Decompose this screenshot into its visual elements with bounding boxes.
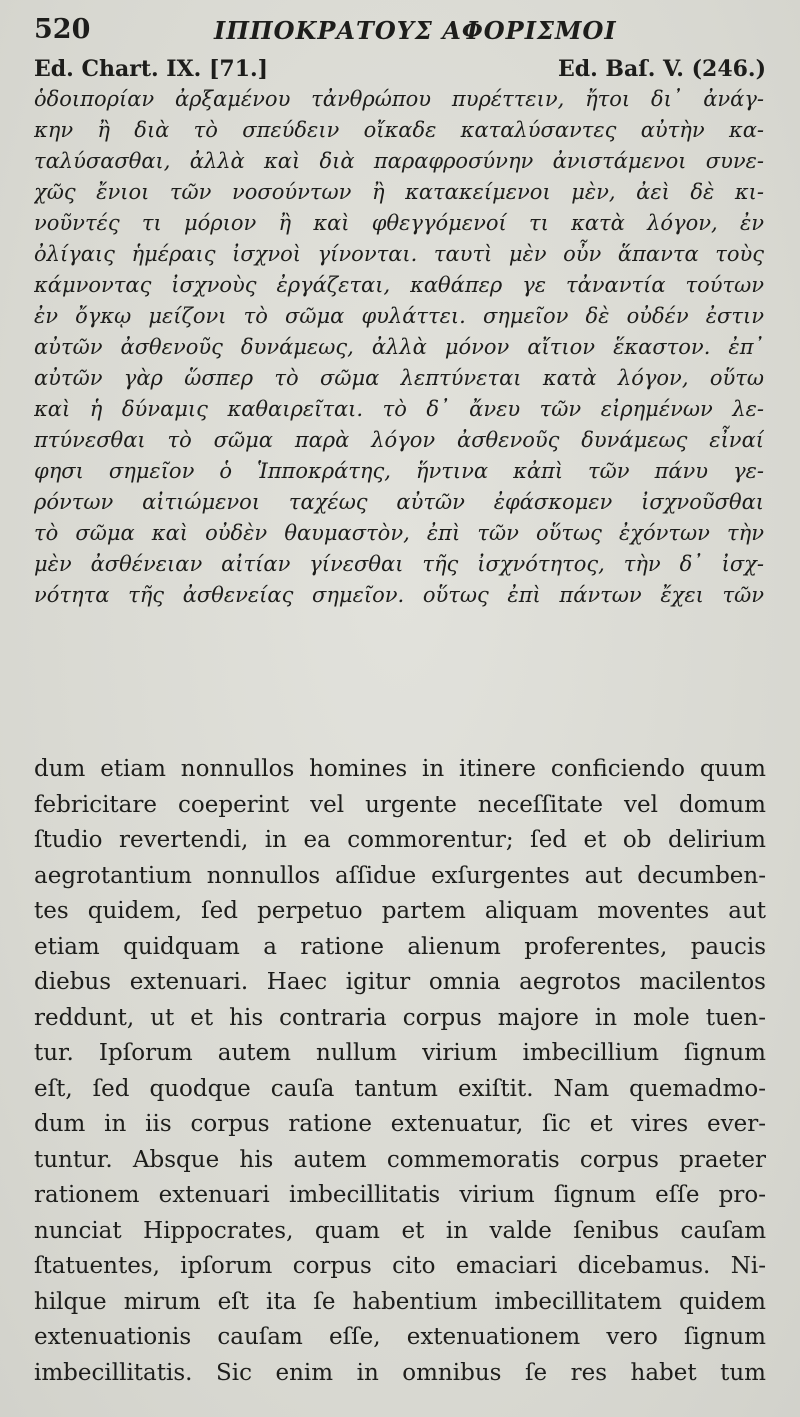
greek-line: νότητα τῆς ἀσθενείας σημεῖον. οὕτως ἐπὶ πάντων ἔχει τῶν [34,583,764,607]
latin-line: tur. Ipſorum autem nullum virium imbecillium ſignum [34,1040,766,1066]
greek-line: αὐτῶν ἀσθενοῦς δυνάμεως, ἀλλὰ μόνον αἴτιον ἕκαστον. ἐπ᾽ [34,335,764,359]
greek-line: κην ἢ διὰ τὸ σπεύδειν οἴκαδε καταλύσαντες αὐτὴν κα- [34,118,764,142]
greek-line: πτύνεσθαι τὸ σῶμα παρὰ λόγον ἀσθενοῦς δυνάμεως εἶναί [34,428,764,452]
edition-references [34,56,766,84]
latin-line: reddunt, ut et his contraria corpus majore in mole tuen- [34,1004,766,1031]
greek-line: ταλύσασθαι, ἀλλὰ καὶ διὰ παραφροσύνην ἀνιστάμενοι συνε- [34,149,764,173]
latin-line: ſtudio revertendi, in ea commorentur; ſed et ob delirium [34,827,766,853]
page-number: 520 [34,14,91,45]
greek-line: ρόντων αἰτιώμενοι ταχέως αὐτῶν ἐφάσκομεν ἰσχνοῦσθαι [34,490,764,514]
latin-line: eſt, ſed quodque cauſa tantum exiſtit. Nam quemadmo- [34,1075,766,1102]
latin-line: nunciat Hippocrates, quam et in valde ſenibus cauſam [34,1217,766,1244]
latin-line: hilque mirum eſt ita ſe habentium imbecillitatem quidem [34,1288,766,1315]
greek-line: τὸ σῶμα καὶ οὐδὲν θαυμαστὸν, ἐπὶ τῶν οὕτως ἐχόντων τὴν [34,521,764,545]
greek-line: ὁδοιπορίαν ἀρξαμένου τἀνθρώπου πυρέττειν, ἤτοι δι᾽ ἀνάγ- [34,87,764,111]
edition-reference-chartier: Ed. Chart. IX. [71.] [34,56,269,82]
latin-line: extenuationis cauſam eſſe, extenuationem vero ſignum [34,1324,766,1350]
latin-line: febricitare coeperint vel urgente neceſſitate vel domum [34,791,766,818]
greek-line: ἐν ὄγκῳ μείζονι τὸ σῶμα φυλάττει. σημεῖον δὲ οὐδέν ἐστιν [34,304,764,328]
greek-line: φησι σημεῖον ὁ Ἱπποκράτης, ἥντινα κἀπὶ τῶν πάνυ γε- [34,459,764,483]
latin-line: dum etiam nonnullos homines in itinere conficiendo quum [34,756,766,782]
running-title: ΙΠΠΟΚΡΑΤΟΥΣ ΑΦΟΡΙΣΜΟΙ [214,16,617,45]
greek-line: μὲν ἀσθένειαν αἰτίαν γίνεσθαι τῆς ἰσχνότητος, τὴν δ᾽ ἰσχ- [34,552,764,576]
latin-text-block [34,752,766,1391]
greek-line: νοῦντές τι μόριον ἢ καὶ φθεγγόμενοί τι κατὰ λόγον, ἐν [34,211,764,235]
latin-line: rationem extenuari imbecillitatis virium ſignum eſſe pro- [34,1182,766,1208]
latin-line: aegrotantium nonnullos aſſidue exſurgentes aut decumben- [34,862,766,889]
greek-line: χῶς ἔνιοι τῶν νοσούντων ἢ κατακείμενοι μὲν, ἀεὶ δὲ κι- [34,180,764,204]
latin-line: dum in iis corpus ratione extenuatur, ſic et vires ever- [34,1111,766,1137]
latin-line: tuntur. Absque his autem commemoratis corpus praeter [34,1146,766,1173]
greek-line: ὀλίγαις ἡμέραις ἰσχνοὶ γίνονται. ταυτὶ μὲν οὖν ἅπαντα τοὺς [34,242,764,266]
edition-reference-basel: Ed. Baſ. V. (246.) [557,56,766,82]
greek-line: καὶ ἡ δύναμις καθαιρεῖται. τὸ δ᾽ ἄνευ τῶν εἰρημένων λε- [34,397,764,421]
greek-text-block [34,84,764,611]
latin-line: tes quidem, ſed perpetuo partem aliquam moventes aut [34,898,766,924]
latin-line: etiam quidquam a ratione alienum proferentes, paucis [34,933,766,960]
greek-line: αὐτῶν γὰρ ὥσπερ τὸ σῶμα λεπτύνεται κατὰ λόγον, οὕτω [34,366,764,390]
greek-line: κάμνοντας ἰσχνοὺς ἐργάζεται, καθάπερ γε τἀναντία τούτων [34,273,764,297]
latin-line: imbecillitatis. Sic enim in omnibus ſe res habet tum [34,1359,766,1386]
page-header [34,14,766,50]
latin-line: ſtatuentes, ipſorum corpus cito emaciari dicebamus. Ni- [34,1253,766,1279]
latin-line: diebus extenuari. Haec igitur omnia aegrotos macilentos [34,969,766,995]
